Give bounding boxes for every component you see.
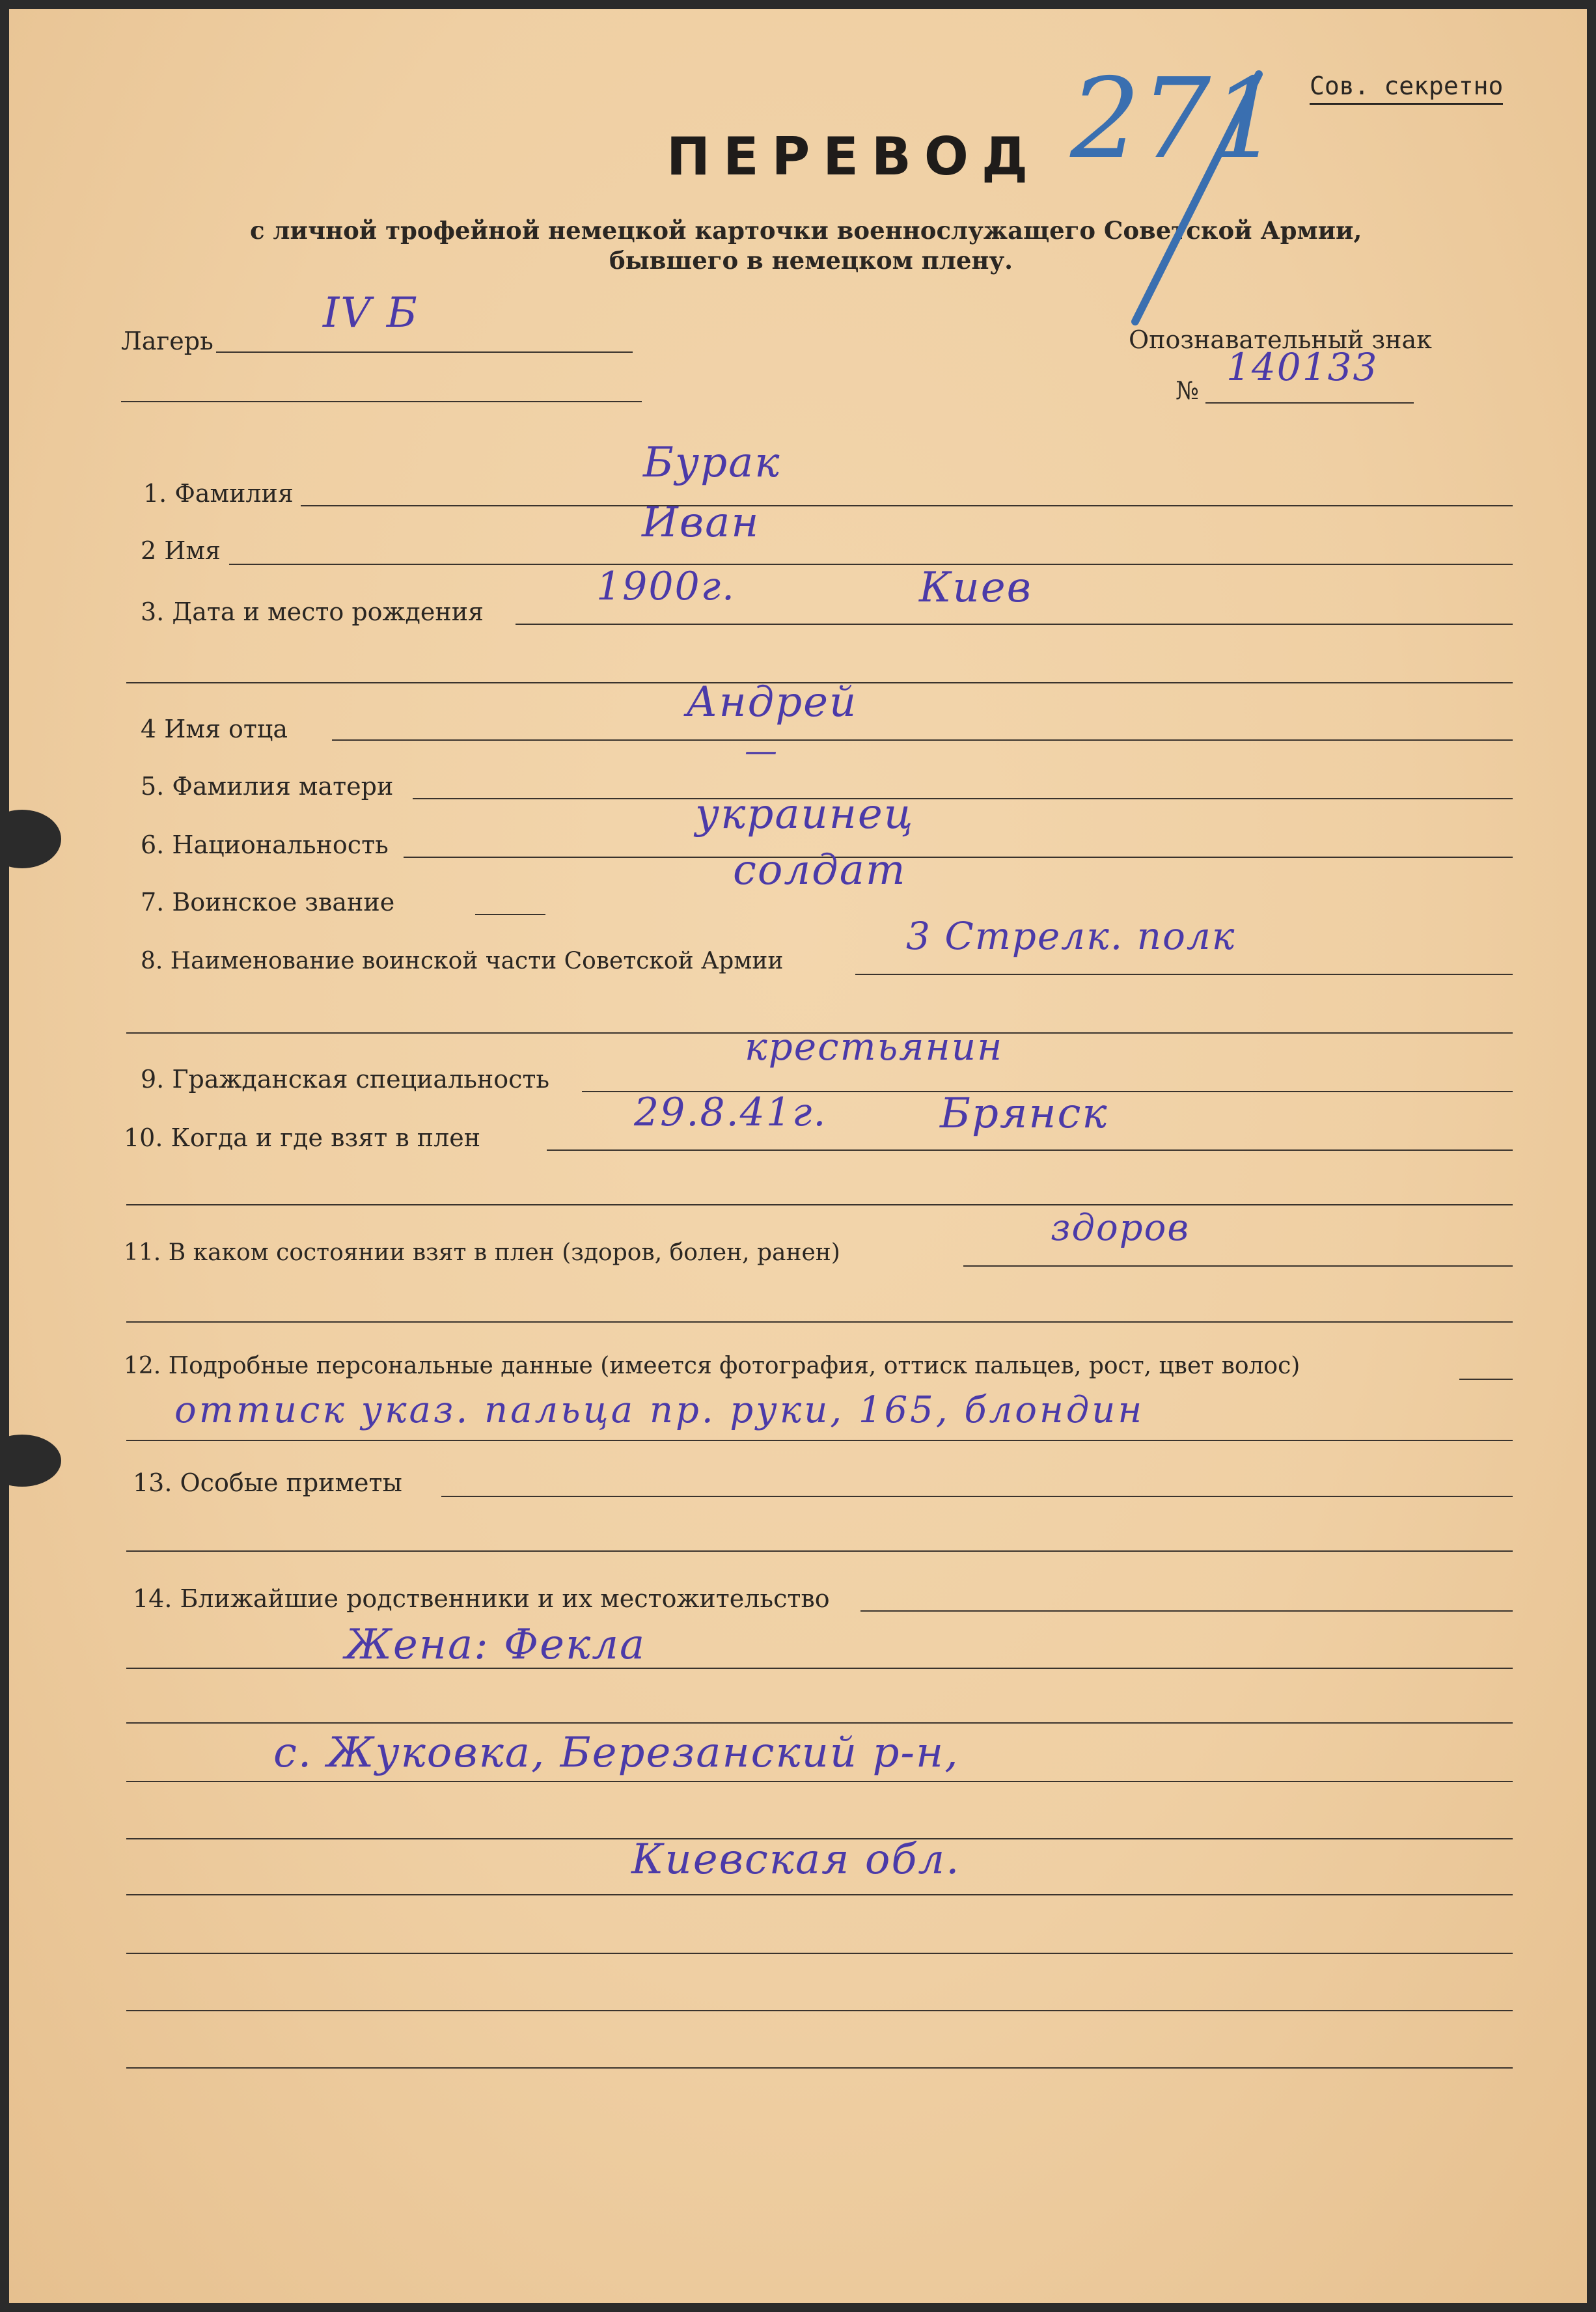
field-11-label: 11. В каком состоянии взят в плен (здоров, болен, ранен) [124,1239,840,1266]
field-14-line [860,1610,1513,1612]
field-14-line-7 [126,1953,1513,1954]
field-4-label: 4 Имя отца [141,715,288,743]
field-12-line-2 [126,1440,1513,1441]
field-2-value: Иван [642,499,760,547]
field-14-region: Киевская обл. [631,1836,961,1884]
camp-label: Лагерь [121,327,213,355]
classification-stamp: Сов. секретно [1310,72,1503,105]
field-11-line [963,1265,1513,1267]
id-tag-line [1205,402,1414,404]
field-6-label: 6. Национальность [141,831,389,859]
field-13-line-2 [126,1550,1513,1552]
field-6-line [404,857,1513,858]
field-14-line-9 [126,2067,1513,2069]
field-7-value: солдат [733,846,907,894]
field-8-label: 8. Наименование воинской части Советской Армии [141,948,784,974]
field-1-value: Бурак [643,439,781,487]
field-14-line-3 [126,1722,1513,1724]
field-9-value: крестьянин [745,1025,1004,1069]
page-subtitle-line1: с личной трофейной немецкой карточки военнослужащего Советской Армии, [250,216,1362,245]
field-6-value: украинец [695,790,915,838]
field-14-relative: Жена: Фекла [345,1621,646,1669]
field-14-line-6 [126,1894,1513,1895]
field-7-label: 7. Воинское звание [141,888,395,916]
camp-value: IV Б [323,289,419,337]
field-5-label: 5. Фамилия матери [141,772,394,801]
field-4-line [332,739,1513,741]
field-13-line [441,1496,1513,1497]
field-8-line [855,974,1513,975]
field-1-line [301,505,1513,506]
page-title: ПЕРЕВОД [667,126,1041,187]
file-number-annotation: 271 [1051,48,1285,348]
id-tag-label: Опознавательный знак [1129,325,1432,354]
field-10-date: 29.8.41г. [634,1090,827,1135]
field-11-value: здоров [1051,1207,1190,1249]
field-3-label: 3. Дата и место рождения [141,598,484,626]
field-8-value: 3 Стрелк. полк [906,914,1236,958]
field-10-place: Брянск [940,1090,1108,1138]
field-11-line-2 [126,1321,1513,1323]
field-10-line-2 [126,1204,1513,1205]
field-14-label: 14. Ближайшие родственники и их местожительство [133,1584,830,1613]
field-4-value: Андрей [686,678,858,726]
field-10-line [547,1149,1513,1151]
field-10-label: 10. Когда и где взят в плен [124,1123,481,1152]
field-13-label: 13. Особые приметы [133,1468,402,1497]
field-5-value: — [745,732,778,769]
field-5-line [413,798,1513,799]
camp-line-2 [121,401,642,402]
field-14-line-8 [126,2010,1513,2011]
field-12-value: оттиск указ. пальца пр. руки, 165, блондин [174,1389,1145,1431]
field-14-line-4 [126,1781,1513,1782]
page-subtitle-line2: бывшего в немецком плену. [609,246,1013,275]
field-2-label: 2 Имя [141,536,221,565]
camp-line [216,351,633,353]
field-7-line [475,914,545,915]
punch-hole-top [9,810,61,868]
field-3-place: Киев [919,564,1032,612]
field-14-village: с. Жуковка, Березанский р-н, [273,1729,959,1777]
field-14-line-2 [126,1668,1513,1669]
id-tag-number-prefix: № [1176,376,1199,405]
field-3-date: 1900г. [596,564,736,609]
field-12-line-end [1459,1379,1513,1380]
field-3-line [516,624,1513,625]
field-2-line [229,564,1513,565]
document-page [9,9,1587,2303]
field-1-label: 1. Фамилия [143,479,294,508]
field-12-label: 12. Подробные персональные данные (имеется фотография, оттиск пальцев, рост, цвет волос) [124,1353,1300,1379]
punch-hole-bottom [9,1435,61,1487]
field-9-label: 9. Гражданская специальность [141,1065,550,1094]
id-tag-value: 140133 [1226,345,1379,389]
